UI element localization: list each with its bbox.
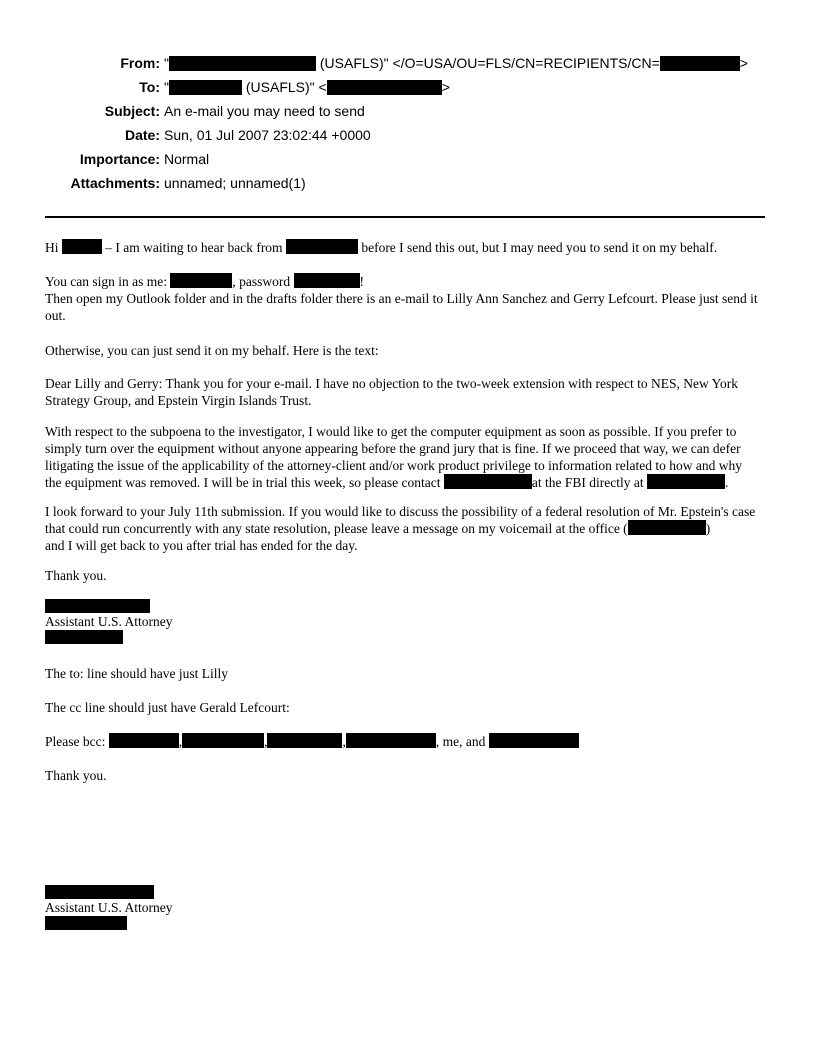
subject-value: An e-mail you may need to send <box>164 103 365 119</box>
redaction <box>62 239 102 254</box>
redaction <box>660 56 740 71</box>
bcc-line-note: Please bcc: , , , , me, and <box>45 733 773 750</box>
redaction <box>45 630 123 644</box>
signature-title: Assistant U.S. Attorney <box>45 900 173 915</box>
redaction <box>628 520 706 535</box>
redaction <box>294 273 360 288</box>
paragraph-signin: You can sign in as me: , password ! Then open my Outlook folder and in the drafts folder there is an e-mail to Lilly Ann Sanchez and Gerry Lefcourt. Please just send it out. <box>45 273 773 324</box>
redaction <box>45 916 127 930</box>
signature-block-1 <box>45 599 173 644</box>
signature-title: Assistant U.S. Attorney <box>45 614 173 629</box>
date-value: Sun, 01 Jul 2007 23:02:44 +0000 <box>164 127 371 143</box>
header-date <box>0 124 816 146</box>
importance-value: Normal <box>164 151 210 167</box>
redaction <box>169 80 242 95</box>
paragraph-dear: Dear Lilly and Gerry: Thank you for your e-mail. I have no objection to the two-week extension with respect to NES, New York Strategy Group, and Epstein Virgin Islands Trust. <box>45 376 738 408</box>
date-label: Date: <box>124 127 160 143</box>
paragraph-subpoena: With respect to the subpoena to the investigator, I would like to get the computer equipment as soon as possible. If you prefer to simply turn over the equipment without anyone appearing before the grand jury that is fine. If we proceed that way, we can defer litigating the issue of the applicability of the attorney-client and/or work product privilege to information related to how and why the equipment was removed. I will be in trial this week, so please contact at the FBI directly at . <box>45 424 742 490</box>
header-importance <box>0 148 816 170</box>
to-line-note: The to: line should have just Lilly <box>45 666 228 681</box>
thanks-1: Thank you. <box>45 568 107 583</box>
attachments-label: Attachments: <box>70 175 160 191</box>
importance-label: Importance: <box>79 151 160 167</box>
redaction <box>45 885 154 899</box>
redaction <box>169 56 316 71</box>
redaction <box>444 474 532 489</box>
redaction <box>327 80 442 95</box>
signature-block-2 <box>45 885 173 930</box>
header-subject <box>0 100 816 122</box>
redaction <box>45 599 150 613</box>
signin-instructions: Then open my Outlook folder and in the drafts folder there is an e-mail to Lilly Ann Sanchez and Gerry Lefcourt. Please just send it out. <box>45 291 758 323</box>
subject-label: Subject: <box>104 103 160 119</box>
header-to <box>0 76 816 98</box>
header-from <box>0 52 816 74</box>
paragraph-submission: I look forward to your July 11th submission. If you would like to discuss the possibility of a federal resolution of Mr. Epstein's case that could run concurrently with any state resolution, please leave a message on my voicemail at the office ( ) and I will get back to you after trial has ended for the day. <box>45 504 756 553</box>
redaction <box>647 474 725 489</box>
thanks-2: Thank you. <box>45 768 107 783</box>
redaction <box>267 733 342 748</box>
header-attachments <box>0 172 816 194</box>
to-label: To: <box>139 79 160 95</box>
to-value: " (USAFLS)" < > <box>164 79 450 95</box>
attachments-value: unnamed; unnamed(1) <box>164 175 306 191</box>
from-value: " (USAFLS)" </O=USA/OU=FLS/CN=RECIPIENTS/CN= > <box>164 55 748 71</box>
redaction <box>170 273 232 288</box>
redaction <box>346 733 436 748</box>
redaction <box>489 733 579 748</box>
redaction <box>286 239 358 254</box>
paragraph-otherwise: Otherwise, you can just send it on my behalf. Here is the text: <box>45 343 379 358</box>
header-divider <box>45 216 765 218</box>
redaction <box>182 733 264 748</box>
from-label: From: <box>120 55 160 71</box>
redaction <box>109 733 179 748</box>
paragraph-greeting: Hi – I am waiting to hear back from before I send this out, but I may need you to send it on my behalf. <box>45 240 718 255</box>
cc-line-note: The cc line should just have Gerald Lefcourt: <box>45 700 290 715</box>
